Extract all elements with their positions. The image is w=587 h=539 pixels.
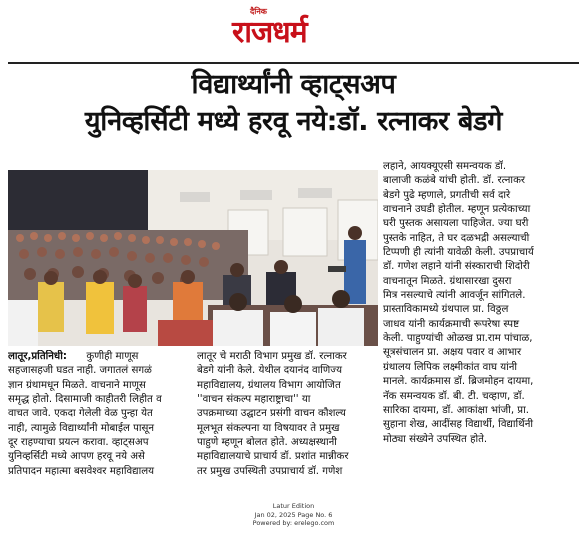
- text-line: पुस्तके नाहित, ते घर दळभद्री असल्याची: [383, 232, 530, 244]
- text-line: सारिका दायमा, डॉ. आकांक्षा भांजी, प्रा.: [383, 404, 529, 416]
- text-line: मित्र नसल्याचे त्यांनी आवर्जून सांगितले.: [383, 290, 526, 302]
- page-footer: [0, 502, 587, 528]
- masthead-daily-label: दैनिक: [250, 7, 267, 16]
- text-line: ग्रंथालय लिपिक लक्ष्मीकांत वाघ यांनी: [383, 361, 518, 373]
- text-line: वाचनाने उघडी होतील. म्हणून प्रत्येकाच्या: [383, 204, 531, 216]
- text-line: लातूर चे मराठी विभाग प्रमुख डॉ. रत्नाकर: [197, 351, 347, 362]
- text-line: दूर राहण्याचा प्रयत्न करावा. व्हाट्सअप: [8, 437, 149, 449]
- text-line: केली. पाहुण्यांची ओळख प्रा.राम पांचाळ,: [383, 333, 533, 345]
- footer-powered-by: Powered by: erelego.com: [252, 519, 335, 527]
- text-line: जाधव यांनी कार्यक्रमाची रूपरेषा स्पष्ट: [383, 318, 520, 330]
- text-line: पाहुणे म्हणून बोलत होते. अध्यक्षस्थानी: [197, 437, 337, 449]
- text-line: मानले. कार्यक्रमास डॉ. ब्रिजमोहन दायमा,: [383, 376, 534, 388]
- footer-date-page: Jan 02, 2025 Page No. 6: [254, 510, 333, 519]
- text-line: घरी पुस्तक असायला पाहिजेत. ज्या घरी: [383, 218, 529, 230]
- text-line: बेडगे यांनी केले. येथील दयानंद वाणिज्य: [197, 365, 343, 377]
- event-photo: [8, 170, 378, 346]
- text-line: ''वाचन संकल्प महाराष्ट्राचा'' या: [197, 394, 311, 406]
- masthead-rule: [8, 62, 579, 64]
- text-line: कुणीही माणूस: [86, 351, 139, 362]
- text-line: महाविद्यालयाचे प्राचार्य डॉ. प्रशांत मान्नीकर: [197, 451, 349, 463]
- text-line: मूलभूत संकल्पना या विषयावर ते प्रमुख: [197, 422, 340, 434]
- text-line: डॉ. गणेश लहाने यांनी संस्काराची शिदोरी: [383, 261, 530, 273]
- text-line: प्रास्ताविकामध्ये ग्रंथपाल प्रा. विठ्ठल: [383, 304, 509, 316]
- text-line: लहाने, आयक्यूएसी समन्वयक डॉ.: [383, 161, 507, 172]
- article-column-right: [383, 160, 581, 447]
- text-line: मोठ्या संख्येने उपस्थित होते.: [383, 433, 488, 445]
- footer-edition: Latur Edition: [272, 502, 315, 510]
- text-line: सहजासहजी घडत नाही. जगातलं सगळं: [8, 365, 152, 377]
- text-line: महाविद्यालय, ग्रंथालय विभाग आयोजित: [197, 379, 341, 391]
- text-line: सूत्रसंचालन प्रा. अक्षय पवार व आभार: [383, 347, 522, 359]
- byline: लातूर,प्रतिनिधी:: [8, 351, 67, 362]
- text-line: तर प्रमुख उपस्थिती उपप्राचार्य डॉ. गणेश: [197, 465, 343, 477]
- text-line: वाचनातून मिळते. ग्रंथासारखा दुसरा: [383, 275, 512, 287]
- text-line: समृद्ध होतो. दिसामाजी काहीतरी लिहीत व: [8, 394, 162, 406]
- text-line: प्रतिपादन महात्मा बसवेश्वर महाविद्यालय: [8, 465, 155, 477]
- text-line: सुहाना शेख, आदींसह विद्यार्थी, विद्यार्थिनी: [383, 419, 533, 431]
- headline-line-1: विद्यार्थ्यांनी व्हाट्सअप: [191, 69, 396, 100]
- text-line: ज्ञान ग्रंथामधून मिळते. वाचनाने माणूस: [8, 379, 146, 391]
- headline-line-2: युनिव्हर्सिटी मध्ये हरवू नये:डॉ. रत्नाकर बेडगे: [84, 106, 503, 137]
- text-line: युनिव्हर्सिटी मध्ये आपण हरवू नये असे: [8, 451, 145, 463]
- text-line: वाचत जावे. एकदा गेलेली वेळ पुन्हा येत: [8, 408, 153, 420]
- text-line-with-byline: [8, 350, 192, 364]
- text-line: उपक्रमाच्या उद्घाटन प्रसंगी वाचन कौशल्य: [197, 408, 346, 420]
- text-line: टिप्पणी ही त्यांनी यावेळी केली. उपप्राचार्य: [383, 247, 534, 259]
- article-column-left: [8, 350, 192, 479]
- text-line: नॅक समन्वयक डॉ. बी. टी. चव्हाण, डॉ.: [383, 390, 525, 402]
- text-line: नाही, त्यामुळे विद्यार्थ्यांनी मोबाईल पासून: [8, 422, 155, 434]
- text-line: बालाजी कळंबे यांची होती. डॉ. रत्नाकर: [383, 175, 526, 187]
- text-line: बेडगे पुढे म्हणाले, प्रगतीची सर्व दारे: [383, 189, 511, 201]
- article-column-middle: [197, 350, 379, 479]
- article-headline: [6, 66, 581, 140]
- masthead: [0, 4, 587, 60]
- masthead-logo: राजधर्म: [232, 15, 307, 50]
